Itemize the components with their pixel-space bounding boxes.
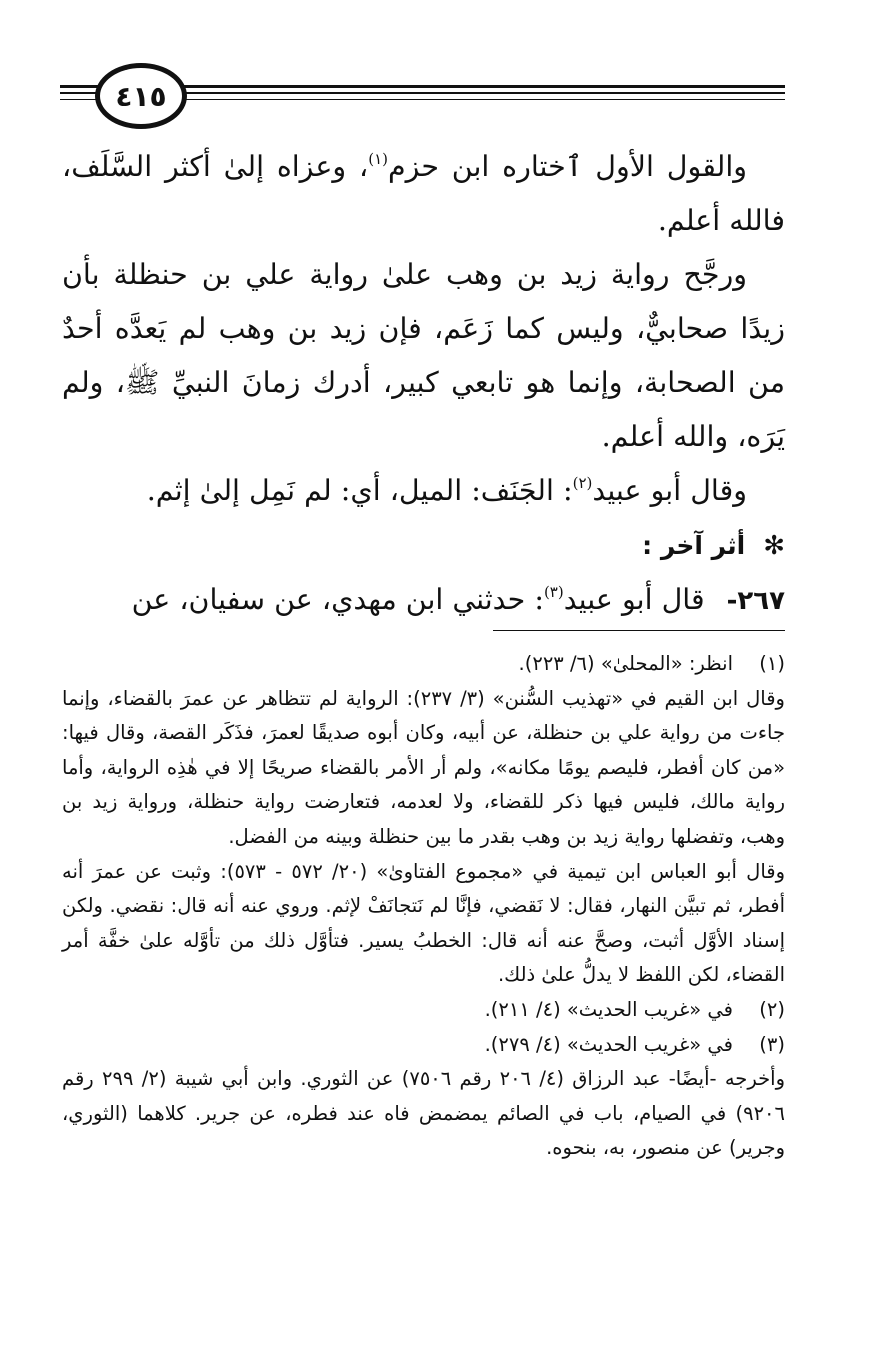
footnote-1-paragraph-2: وقال ابن القيم في «تهذيب السُّنن» (٣/ ٢٣٧): الرواية لم تتظاهر عن عمرَ بالقضاء، وإنما جاءت من رواية علي بن حنظلة، عن أبيه، وكان أبوه صديقًا لعمرَ، فذَكَر القصة، وقال فيها: «من كان أفطر، فليصم يومًا مكانه»، ولم أر الأمر بالقضاء صريحًا إلا في هٰذِه الرواية، وأما رواية مالك، فليس فيها ذكر للقضاء، ولا لعدمه، فتعارضت رواية حنظلة، ورواية زيد بن وهب، وتفضلها رواية زيد بن وهب بقدر ما بين حنظلة وبينه من الفضل. <box>62 686 785 848</box>
footnote-3-paragraph-2: وأخرجه -أيضًا- عبد الرزاق (٤/ ٢٠٦ رقم ٧٥٠٦) عن الثوري. وابن أبي شيبة (٢/ ٢٩٩ رقم ٩٢٠٦) في الصيام، باب في الصائم يمضمض فاه عند فطره، عن جرير. كلاهما (الثوري، وجرير) عن منصور، به، بنحوه. <box>62 1067 785 1160</box>
asterisk-icon: ✻ <box>763 531 785 561</box>
footnote-ref-3[interactable]: (٣) <box>543 583 564 601</box>
item-text-b: : حدثني ابن مهدي، عن سفيان، عن <box>131 583 544 616</box>
paragraph-3-text-b: : الجَنَف: الميل، أي: لم نَمِل إلىٰ إثم. <box>146 474 573 507</box>
footnote-1 <box>62 647 785 682</box>
paragraph-3-text-a: وقال أبو عبيد <box>592 474 747 507</box>
item-text-a: قال أبو عبيد <box>563 583 705 616</box>
paragraph-1 <box>62 140 785 248</box>
footnote-1-paragraph-3: وقال أبو العباس ابن تيمية في «مجموع الفتاوىٰ» (٢٠/ ٥٧٢ - ٥٧٣): وثبت عن عمرَ أنه أفطر، ثم تبيَّن النهار، فقال: لا نَقضي، فإنَّا لم نَتجانَفْ لإثم. وروي عنه أنه قال: نقضي. ولكن إسناد الأوَّل أثبت، وصحَّ عنه أنه قال: الخطبُ يسير. فتأوَّل ذلك من تأوَّله علىٰ خفَّة أمر القضاء، لكن اللفظ لا يدلُّ علىٰ ذلك. <box>62 859 785 987</box>
page-number-badge <box>95 63 187 129</box>
footnote-3-mark: (٣) <box>759 1032 785 1056</box>
section-heading-text: أثر آخر : <box>642 531 746 560</box>
item-number: ٢٦٧- <box>726 586 785 616</box>
footnotes <box>62 647 785 1166</box>
footnote-divider <box>493 630 785 631</box>
footnote-3 <box>62 1028 785 1063</box>
footnote-2-text: في «غريب الحديث» (٤/ ٢١١). <box>484 997 733 1021</box>
paragraph-3 <box>62 464 785 518</box>
numbered-item-267 <box>62 573 785 628</box>
main-text <box>62 140 785 628</box>
section-heading <box>62 518 785 573</box>
paragraph-2: ورجَّح رواية زيد بن وهب علىٰ رواية علي بن حنظلة بأن زيدًا صحابيٌّ، وليس كما زَعَم، فإن زيد بن وهب لم يَعدَّه أحدٌ من الصحابة، وإنما هو تابعي كبير، أدرك زمانَ النبيِّ ﷺ، ولم يَرَه، والله أعلم. <box>62 258 785 453</box>
footnote-2-mark: (٢) <box>759 997 785 1021</box>
paragraph-1-text-a: والقول الأول ٱختاره ابن حزم <box>387 150 747 183</box>
footnote-2 <box>62 993 785 1028</box>
footnote-ref-2[interactable]: (٢) <box>572 474 593 492</box>
footnote-1-mark: (١) <box>759 652 785 675</box>
footnote-1-text: انظر: «المحلیٰ» (٦/ ٢٢٣). <box>518 652 733 675</box>
paragraph-1-text-b: ، وعزاه إلىٰ أكثر السَّلَف، فالله أعلم. <box>62 150 785 237</box>
page-number: ٤١٥ <box>115 79 167 113</box>
footnote-ref-1[interactable]: (١) <box>368 150 388 168</box>
footnote-3-text: في «غريب الحديث» (٤/ ٢٧٩). <box>484 1032 733 1056</box>
